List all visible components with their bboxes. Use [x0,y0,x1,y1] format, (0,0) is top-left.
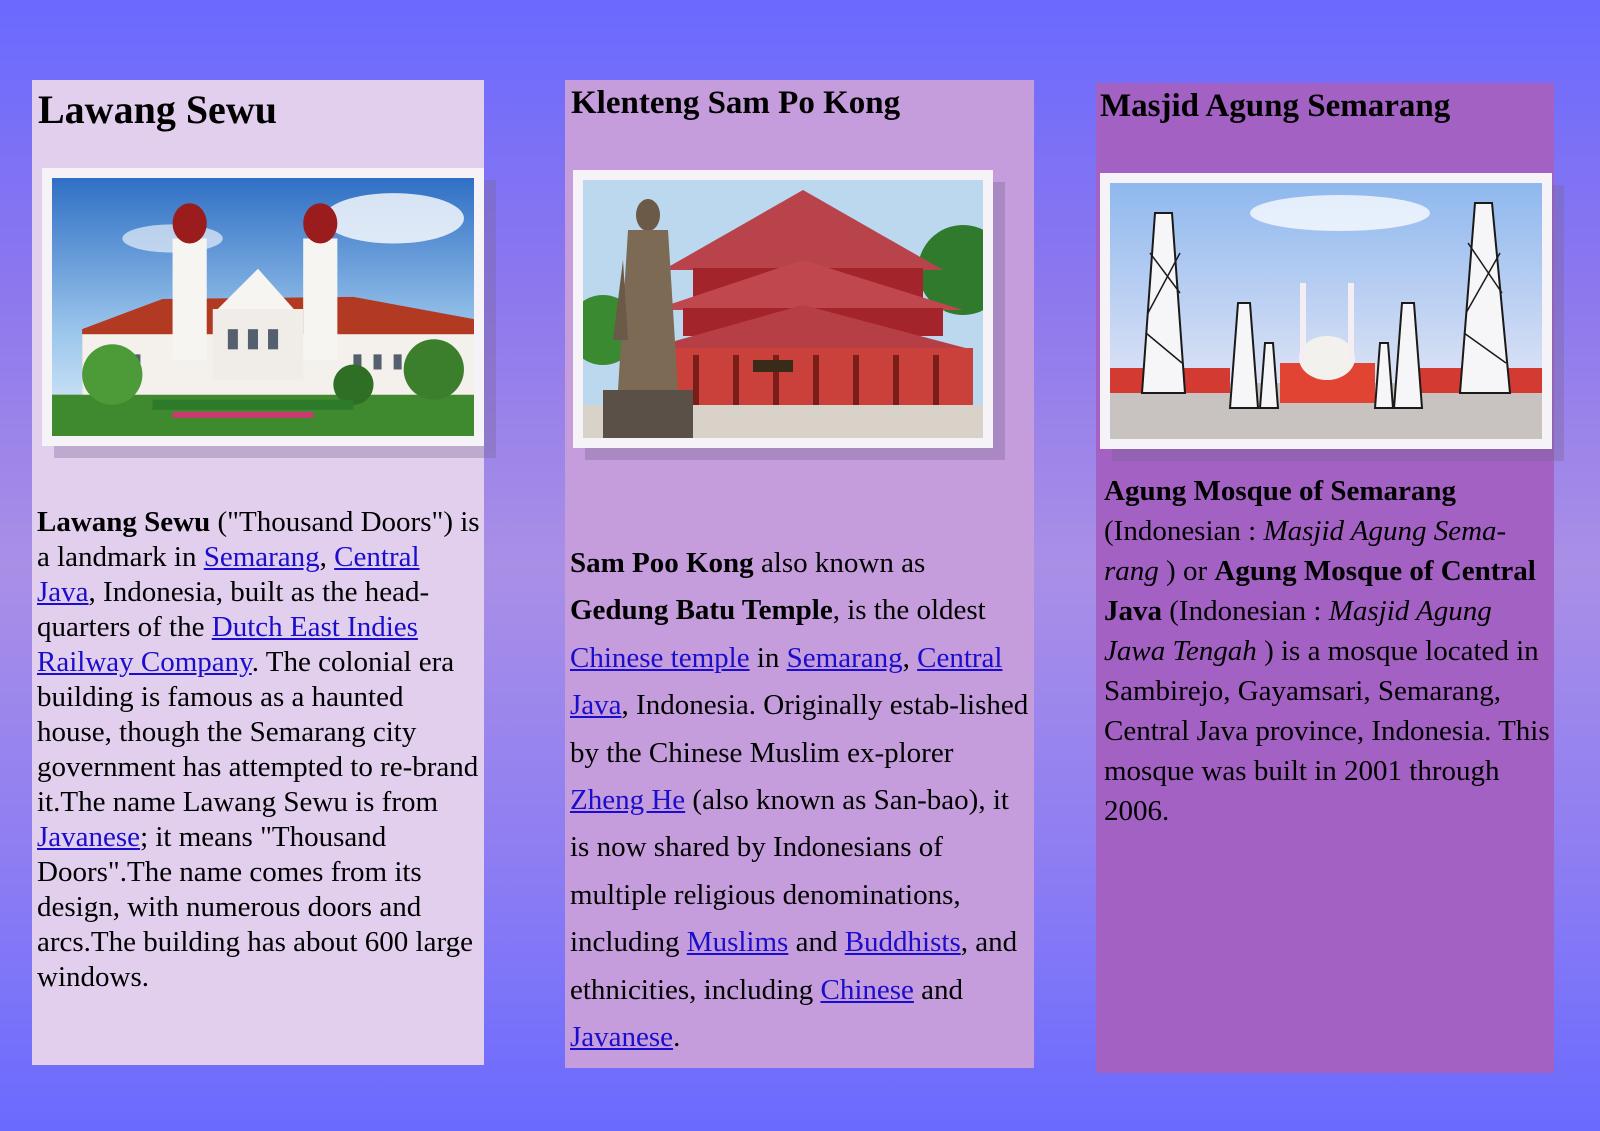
link-javanese[interactable]: Javanese [570,1021,674,1054]
text: , is the oldest [832,594,986,627]
text: . [673,1021,681,1054]
text: , [319,541,335,573]
link-muslims[interactable]: Muslims [686,926,789,959]
text: , [902,641,918,674]
text: in [749,641,787,674]
bold-text: Gedung Batu Temple [570,594,833,627]
sam-po-kong-image [583,180,983,438]
text: , and ethnicities, including [570,926,1018,1006]
panel-lawang-sewu [32,80,484,1065]
link-central-java[interactable]: Central Java [37,541,420,608]
link-buddhists[interactable]: Buddhists [844,926,961,959]
italic-text: Masjid Agung Sema-rang [1104,515,1507,587]
link-central-java[interactable]: Central Java [570,641,1003,722]
bold-text: Agung Mosque of Semarang [1104,475,1457,507]
italic-text: Masjid Agung Jawa Tengah [1104,595,1492,667]
text: ; it means "Thousand Doors".The name comes from its design, with numerous doors and arcs.The building has about 600 large windows. [37,821,473,993]
masjid-agung-image [1110,183,1542,439]
panel-title: Masjid Agung Semarang [1100,88,1451,124]
link-chinese[interactable]: Chinese [820,973,914,1006]
panel-description [37,505,482,995]
link-zheng-he[interactable]: Zheng He [570,784,686,817]
text: , Indonesia, built as the head-quarters of the [37,576,430,643]
text: (Indonesian : [1162,595,1329,627]
text: ) or [1158,555,1215,587]
text: also known as [753,547,926,579]
panel-title: Lawang Sewu [38,87,277,132]
panel-description [570,540,1030,1061]
text: (also known as San-bao), it is now shared by Indonesians of multiple religious denominations, including [570,784,1009,959]
text: and [913,973,964,1006]
text: (Indonesian : [1104,515,1264,547]
text: ) is a mosque located in Sambirejo, Gayamsari, Semarang, Central Java province, Indonesia. This mosque was built in 2001 through 2006. [1104,635,1550,827]
lawang-sewu-photo [42,168,484,446]
panel-sam-po-kong [565,80,1034,1068]
panel-title: Klenteng Sam Po Kong [571,85,901,121]
link-javanese[interactable]: Javanese [37,821,141,853]
link-dutch-east-indies-railway[interactable]: Dutch East Indies Railway Company [37,611,418,678]
text: ("Thousand Doors") is a landmark in [37,506,480,573]
panel-description [1104,471,1559,831]
bold-text: Lawang Sewu [37,506,211,538]
sam-po-kong-photo [573,170,993,448]
bold-text: Agung Mosque of Central Java [1104,555,1536,627]
link-semarang[interactable]: Semarang [786,641,903,674]
panel-masjid-agung [1096,83,1554,1073]
text: , Indonesia. Originally estab-lished by the Chinese Muslim ex-plorer [570,689,1029,769]
text: and [788,926,845,959]
link-semarang[interactable]: Semarang [203,541,320,573]
text: . The colonial era building is famous as a haunted house, though the Semarang city government has attempted to re-brand it.The name Lawang Sewu is from [37,646,479,818]
link-chinese-temple[interactable]: Chinese temple [570,641,750,674]
bold-text: Sam Poo Kong [570,547,754,579]
lawang-sewu-image [52,178,474,436]
masjid-agung-photo [1100,173,1552,449]
